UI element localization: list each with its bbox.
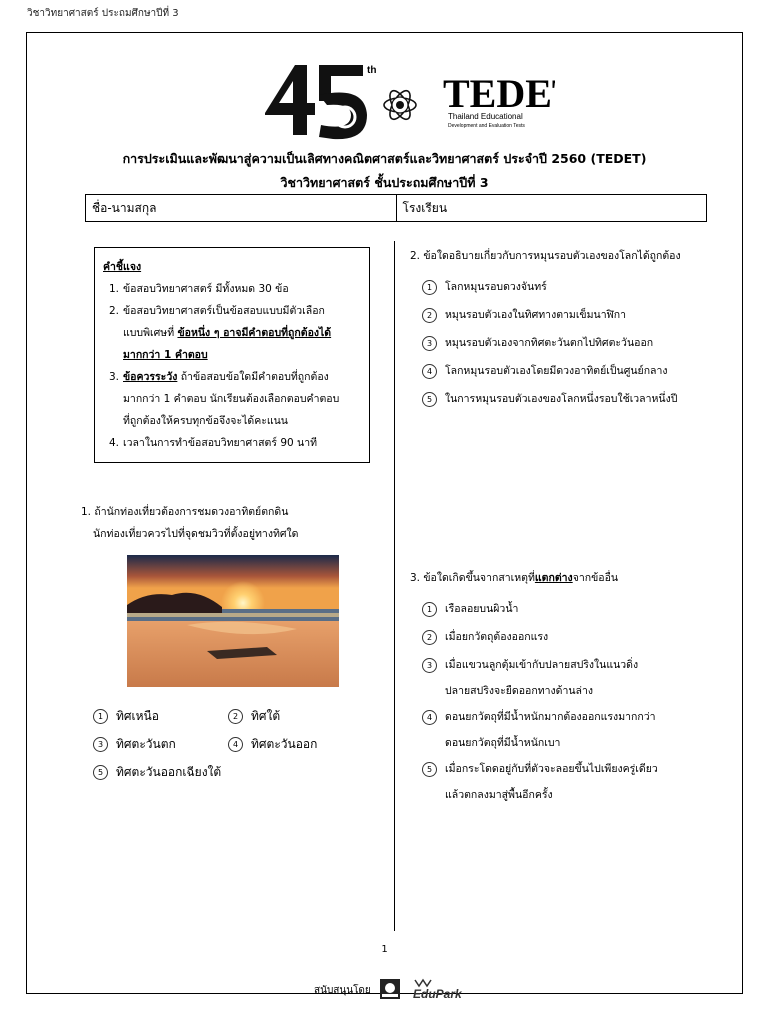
question-3	[410, 567, 730, 807]
q2-option-4[interactable]: 4 โลกหมุนรอบตัวเองโดยมีดวงอาทิตย์เป็นศูนย์กลาง	[422, 357, 730, 385]
q2-option-3[interactable]: 3 หมุนรอบตัวเองจากทิศตะวันตกไปทิศตะวันออก	[422, 329, 730, 357]
option-marker-icon: 2	[422, 630, 437, 645]
name-label: ชื่อ-นามสกุล	[92, 201, 157, 215]
question-text: 3. ข้อใดเกิดขึ้นจากสาเหตุที่แตกต่างจากข้ออื่น	[410, 572, 619, 584]
question-number: 1.	[81, 506, 92, 518]
q1-option-1[interactable]: 1 ทิศเหนือ	[93, 702, 228, 730]
question-1-options	[93, 702, 363, 786]
option-marker-icon: 1	[93, 709, 108, 724]
anniversary-superscript: th	[367, 65, 377, 76]
option-marker-icon: 5	[93, 765, 108, 780]
option-continuation: แล้วตกลงมาสู่พื้นอีกครั้ง	[445, 789, 553, 801]
tedet-subtitle-1: Thailand Educational	[448, 112, 523, 121]
option-marker-icon: 3	[93, 737, 108, 752]
question-1	[81, 501, 381, 545]
q2-option-5[interactable]: 5 ในการหมุนรอบตัวเองของโลกหนึ่งรอบใช้เวลาหนึ่งปี	[422, 385, 730, 413]
sponsor-logo-icon	[379, 978, 401, 1003]
svg-text:EduPark: EduPark	[412, 987, 462, 1001]
q3-option-2[interactable]: 2 เมื่อยกวัตถุต้องออกแรง	[422, 623, 730, 651]
anniversary-45-logo	[255, 55, 555, 155]
tedet-subtitle-2: Development and Evaluation Tests	[448, 123, 525, 129]
school-label: โรงเรียน	[402, 201, 448, 215]
option-marker-icon: 1	[422, 280, 437, 295]
school-field[interactable]	[396, 195, 707, 221]
exam-page-frame	[26, 32, 743, 1001]
option-marker-icon: 1	[422, 602, 437, 617]
exam-title: การประเมินและพัฒนาสู่ความเป็นเลิศทางคณิตศาสตร์และวิทยาศาสตร์ ประจำปี 2560 (TEDET)	[122, 151, 647, 166]
question-text: นักท่องเที่ยวควรไปที่จุดชมวิวที่ตั้งอยู่ทางทิศใด	[93, 528, 299, 540]
q3-option-3[interactable]: 3 เมื่อแขวนลูกตุ้มเข้ากับปลายสปริงในแนวดิ่ง	[422, 651, 730, 679]
option-marker-icon: 5	[422, 392, 437, 407]
question-text: ข้อใดอธิบายเกี่ยวกับการหมุนรอบตัวเองของโลกได้ถูกต้อง	[423, 250, 681, 262]
instruction-text: ข้อสอบวิทยาศาสตร์เป็นข้อสอบแบบมีตัวเลือก แบบพิเศษที่ ข้อหนึ่ง ๆ อาจมีคำตอบที่ถูกต้องได้ มากกว่า 1 คำตอบ	[123, 305, 332, 361]
question-number: 3.	[410, 572, 421, 584]
header-logos	[255, 55, 555, 155]
name-field[interactable]	[86, 195, 396, 221]
option-marker-icon: 4	[422, 710, 437, 725]
option-continuation: ดอนยกวัตถุที่มีน้ำหนักเบา	[445, 737, 561, 749]
atom-emblem-icon	[384, 88, 416, 123]
option-marker-icon: 5	[422, 762, 437, 777]
instruction-item: 4. เวลาในการทำข้อสอบวิทยาศาสตร์ 90 นาที	[103, 432, 363, 454]
q1-option-2[interactable]: 2 ทิศใต้	[228, 702, 363, 730]
q2-option-2[interactable]: 2 หมุนรอบตัวเองในทิศทางตามเข็มนาฬิกา	[422, 301, 730, 329]
q1-option-3[interactable]: 3 ทิศตะวันตก	[93, 730, 228, 758]
page-header: วิชาวิทยาศาสตร์ ประถมศึกษาปีที่ 3	[27, 8, 179, 19]
sunset-beach-image	[127, 555, 339, 687]
option-marker-icon: 4	[422, 364, 437, 379]
instruction-item: 3. ข้อควรระวัง ถ้าข้อสอบข้อใดมีคำตอบที่ถูกต้อง มากกว่า 1 คำตอบ นักเรียนต้องเลือกตอบคำตอบ ที่ถูกต้องให้ครบทุกข้อจึงจะได้คะแนน	[103, 366, 363, 432]
instructions-box	[94, 247, 370, 463]
page-number: 1	[381, 944, 388, 955]
q3-option-5[interactable]: 5 เมื่อกระโดดอยู่กับที่ตัวจะลอยขึ้นไปเพียงครู่เดียว	[422, 755, 730, 783]
question-text: ถ้านักท่องเที่ยวต้องการชมดวงอาทิตย์ตกดิน	[94, 506, 289, 518]
option-continuation: ปลายสปริงจะยืดออกทางด้านล่าง	[445, 685, 594, 697]
q3-option-1[interactable]: 1 เรือลอยบนผิวน้ำ	[422, 595, 730, 623]
question-number: 2.	[410, 250, 421, 262]
q3-option-4[interactable]: 4 ดอนยกวัตถุที่มีน้ำหนักมากต้องออกแรงมากกว่า	[422, 703, 730, 731]
sponsor-row	[314, 976, 467, 1005]
edupark-logo	[409, 976, 467, 1005]
option-marker-icon: 4	[228, 737, 243, 752]
option-marker-icon: 2	[422, 308, 437, 323]
column-divider	[394, 241, 395, 931]
sponsor-label: สนับสนุนโดย	[314, 985, 371, 996]
q2-option-1[interactable]: 1 โลกหมุนรอบดวงจันทร์	[422, 273, 730, 301]
tedet-wordmark: TEDE	[443, 71, 552, 116]
student-info-table	[85, 194, 707, 222]
instruction-text: เวลาในการทำข้อสอบวิทยาศาสตร์ 90 นาที	[123, 437, 318, 449]
option-marker-icon: 2	[228, 709, 243, 724]
instruction-item: 2. ข้อสอบวิทยาศาสตร์เป็นข้อสอบแบบมีตัวเลือก แบบพิเศษที่ ข้อหนึ่ง ๆ อาจมีคำตอบที่ถูกต้องได้ มากกว่า 1 คำตอบ	[103, 300, 363, 366]
instructions-title: คำชี้แจง	[103, 261, 142, 273]
instruction-text: ข้อควรระวัง ถ้าข้อสอบข้อใดมีคำตอบที่ถูกต้อง มากกว่า 1 คำตอบ นักเรียนต้องเลือกตอบคำตอบ ที่ถูกต้องให้ครบทุกข้อจึงจะได้คะแนน	[123, 371, 340, 427]
instruction-text: ข้อสอบวิทยาศาสตร์ มีทั้งหมด 30 ข้อ	[123, 283, 289, 295]
q1-option-4[interactable]: 4 ทิศตะวันออก	[228, 730, 363, 758]
q1-option-5[interactable]: 5 ทิศตะวันออกเฉียงใต้	[93, 758, 221, 786]
option-marker-icon: 3	[422, 336, 437, 351]
option-marker-icon: 3	[422, 658, 437, 673]
exam-subtitle: วิชาวิทยาศาสตร์ ชั้นประถมศึกษาปีที่ 3	[280, 175, 489, 190]
instruction-item: 1. ข้อสอบวิทยาศาสตร์ มีทั้งหมด 30 ข้อ	[103, 278, 363, 300]
question-2	[410, 245, 730, 413]
